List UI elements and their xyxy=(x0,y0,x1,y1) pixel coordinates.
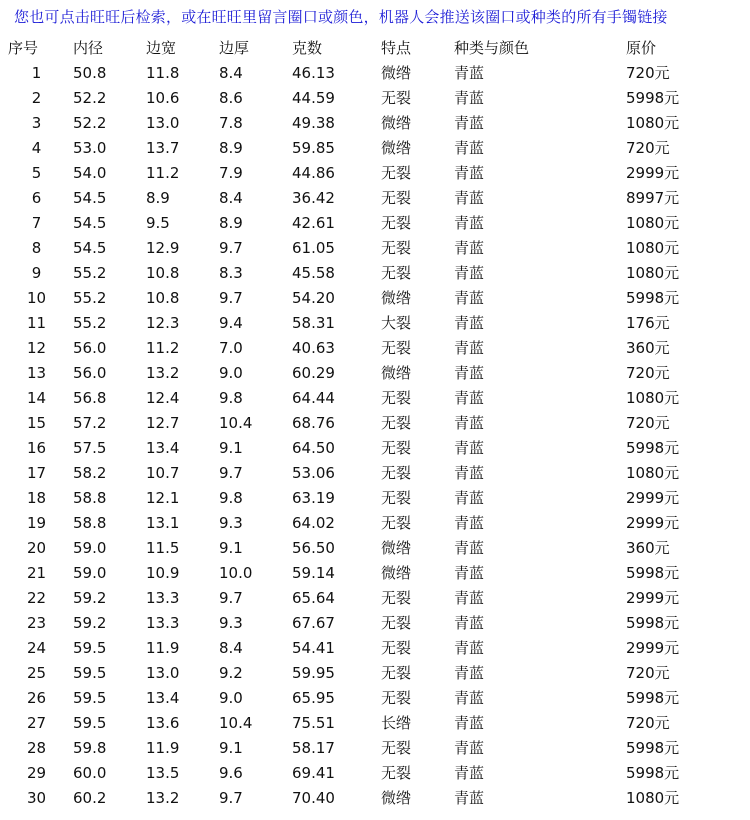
cell-price: 1080元 xyxy=(626,114,680,132)
cell-weight: 40.63 xyxy=(292,339,335,357)
cell-kind-color: 青蓝 xyxy=(454,389,485,407)
cell-inner-diameter: 59.5 xyxy=(73,664,107,682)
cell-weight: 59.95 xyxy=(292,664,335,682)
cell-band-thickness: 8.4 xyxy=(219,189,243,207)
cell-inner-diameter: 58.8 xyxy=(73,514,107,532)
cell-band-thickness: 8.4 xyxy=(219,639,243,657)
header-row xyxy=(8,35,746,61)
cell-weight: 63.19 xyxy=(292,489,335,507)
cell-price: 5998元 xyxy=(626,614,680,632)
table-row xyxy=(8,186,746,211)
cell-kind-color: 青蓝 xyxy=(454,714,485,732)
cell-kind-color: 青蓝 xyxy=(454,239,485,257)
cell-kind-color: 青蓝 xyxy=(454,114,485,132)
cell-price: 1080元 xyxy=(626,214,680,232)
cell-inner-diameter: 59.5 xyxy=(73,714,107,732)
cell-price: 2999元 xyxy=(626,639,680,657)
cell-feature: 无裂 xyxy=(381,439,412,457)
cell-inner-diameter: 56.8 xyxy=(73,389,107,407)
cell-weight: 44.86 xyxy=(292,164,335,182)
cell-weight: 36.42 xyxy=(292,189,335,207)
cell-band-width: 10.8 xyxy=(146,264,180,282)
table-row xyxy=(8,711,746,736)
cell-index: 10 xyxy=(26,289,47,307)
cell-index: 15 xyxy=(26,414,47,432)
cell-index: 19 xyxy=(26,514,47,532)
cell-inner-diameter: 59.8 xyxy=(73,739,107,757)
cell-price: 720元 xyxy=(626,364,670,382)
cell-kind-color: 青蓝 xyxy=(454,739,485,757)
cell-index: 11 xyxy=(26,314,47,332)
cell-feature: 微绺 xyxy=(381,789,412,807)
cell-band-thickness: 9.7 xyxy=(219,589,243,607)
cell-inner-diameter: 53.0 xyxy=(73,139,107,157)
cell-band-width: 12.7 xyxy=(146,414,180,432)
header-weight: 克数 xyxy=(292,39,323,57)
cell-inner-diameter: 52.2 xyxy=(73,114,107,132)
cell-feature: 无裂 xyxy=(381,214,412,232)
cell-price: 5998元 xyxy=(626,89,680,107)
cell-band-thickness: 8.9 xyxy=(219,139,243,157)
cell-index: 18 xyxy=(26,489,47,507)
cell-feature: 大裂 xyxy=(381,314,412,332)
cell-band-thickness: 7.9 xyxy=(219,164,243,182)
cell-feature: 无裂 xyxy=(381,739,412,757)
cell-weight: 54.20 xyxy=(292,289,335,307)
cell-kind-color: 青蓝 xyxy=(454,464,485,482)
cell-band-thickness: 8.4 xyxy=(219,64,243,82)
cell-index: 20 xyxy=(26,539,47,557)
cell-kind-color: 青蓝 xyxy=(454,289,485,307)
cell-price: 5998元 xyxy=(626,764,680,782)
cell-inner-diameter: 59.2 xyxy=(73,614,107,632)
table-row xyxy=(8,111,746,136)
cell-band-width: 12.4 xyxy=(146,389,180,407)
cell-band-width: 12.3 xyxy=(146,314,180,332)
cell-price: 5998元 xyxy=(626,439,680,457)
header-band-thickness: 边厚 xyxy=(219,39,250,57)
cell-price: 720元 xyxy=(626,664,670,682)
cell-band-thickness: 9.0 xyxy=(219,364,243,382)
table-row xyxy=(8,261,746,286)
cell-inner-diameter: 60.2 xyxy=(73,789,107,807)
cell-band-thickness: 9.1 xyxy=(219,439,243,457)
cell-index: 25 xyxy=(26,664,47,682)
cell-band-thickness: 10.4 xyxy=(219,414,253,432)
cell-price: 5998元 xyxy=(626,689,680,707)
cell-band-width: 11.8 xyxy=(146,64,180,82)
cell-kind-color: 青蓝 xyxy=(454,439,485,457)
cell-weight: 54.41 xyxy=(292,639,335,657)
cell-band-width: 13.2 xyxy=(146,789,180,807)
cell-feature: 无裂 xyxy=(381,164,412,182)
cell-kind-color: 青蓝 xyxy=(454,689,485,707)
table-row xyxy=(8,511,746,536)
cell-band-width: 13.0 xyxy=(146,114,180,132)
cell-band-width: 13.7 xyxy=(146,139,180,157)
cell-price: 720元 xyxy=(626,139,670,157)
cell-band-thickness: 10.0 xyxy=(219,564,253,582)
cell-kind-color: 青蓝 xyxy=(454,214,485,232)
cell-feature: 无裂 xyxy=(381,464,412,482)
cell-weight: 49.38 xyxy=(292,114,335,132)
table-row xyxy=(8,686,746,711)
cell-inner-diameter: 55.2 xyxy=(73,314,107,332)
cell-weight: 69.41 xyxy=(292,764,335,782)
header-price: 原价 xyxy=(626,39,657,57)
cell-band-width: 10.8 xyxy=(146,289,180,307)
cell-band-thickness: 9.7 xyxy=(219,289,243,307)
cell-feature: 无裂 xyxy=(381,339,412,357)
cell-inner-diameter: 58.8 xyxy=(73,489,107,507)
table-row xyxy=(8,361,746,386)
cell-price: 1080元 xyxy=(626,239,680,257)
table-row xyxy=(8,611,746,636)
cell-inner-diameter: 57.2 xyxy=(73,414,107,432)
cell-kind-color: 青蓝 xyxy=(454,589,485,607)
cell-feature: 微绺 xyxy=(381,564,412,582)
cell-weight: 68.76 xyxy=(292,414,335,432)
cell-kind-color: 青蓝 xyxy=(454,314,485,332)
cell-band-width: 13.2 xyxy=(146,364,180,382)
cell-kind-color: 青蓝 xyxy=(454,164,485,182)
table-row xyxy=(8,786,746,811)
cell-weight: 60.29 xyxy=(292,364,335,382)
cell-price: 360元 xyxy=(626,339,670,357)
cell-inner-diameter: 57.5 xyxy=(73,439,107,457)
cell-price: 2999元 xyxy=(626,589,680,607)
table-row xyxy=(8,561,746,586)
cell-index: 28 xyxy=(26,739,47,757)
cell-price: 176元 xyxy=(626,314,670,332)
cell-inner-diameter: 54.0 xyxy=(73,164,107,182)
cell-index: 3 xyxy=(31,114,42,132)
cell-index: 9 xyxy=(31,264,42,282)
cell-feature: 无裂 xyxy=(381,689,412,707)
cell-index: 13 xyxy=(26,364,47,382)
cell-band-width: 8.9 xyxy=(146,189,170,207)
header-kind-color: 种类与颜色 xyxy=(454,39,530,57)
cell-weight: 75.51 xyxy=(292,714,335,732)
cell-weight: 59.14 xyxy=(292,564,335,582)
cell-feature: 无裂 xyxy=(381,414,412,432)
header-index: 序号 xyxy=(8,39,39,57)
cell-index: 8 xyxy=(31,239,42,257)
table-body xyxy=(8,61,746,811)
cell-inner-diameter: 59.5 xyxy=(73,689,107,707)
cell-kind-color: 青蓝 xyxy=(454,489,485,507)
cell-band-thickness: 9.0 xyxy=(219,689,243,707)
cell-feature: 无裂 xyxy=(381,189,412,207)
table-row xyxy=(8,536,746,561)
cell-price: 1080元 xyxy=(626,464,680,482)
cell-inner-diameter: 54.5 xyxy=(73,239,107,257)
table-row xyxy=(8,61,746,86)
cell-band-thickness: 8.9 xyxy=(219,214,243,232)
table-row xyxy=(8,236,746,261)
table-row xyxy=(8,411,746,436)
cell-weight: 65.95 xyxy=(292,689,335,707)
cell-band-thickness: 9.8 xyxy=(219,389,243,407)
cell-index: 7 xyxy=(31,214,42,232)
cell-weight: 46.13 xyxy=(292,64,335,82)
cell-price: 5998元 xyxy=(626,739,680,757)
cell-inner-diameter: 50.8 xyxy=(73,64,107,82)
cell-kind-color: 青蓝 xyxy=(454,64,485,82)
cell-index: 30 xyxy=(26,789,47,807)
cell-inner-diameter: 59.2 xyxy=(73,589,107,607)
header-inner-diameter: 内径 xyxy=(73,39,104,57)
table-row xyxy=(8,136,746,161)
table-row xyxy=(8,461,746,486)
cell-band-thickness: 9.4 xyxy=(219,314,243,332)
cell-band-thickness: 9.1 xyxy=(219,739,243,757)
cell-price: 1080元 xyxy=(626,789,680,807)
table-row xyxy=(8,336,746,361)
cell-price: 720元 xyxy=(626,64,670,82)
cell-inner-diameter: 59.5 xyxy=(73,639,107,657)
cell-price: 5998元 xyxy=(626,289,680,307)
cell-band-thickness: 9.3 xyxy=(219,614,243,632)
cell-index: 2 xyxy=(31,89,42,107)
cell-price: 360元 xyxy=(626,539,670,557)
cell-band-width: 13.5 xyxy=(146,764,180,782)
cell-inner-diameter: 58.2 xyxy=(73,464,107,482)
cell-kind-color: 青蓝 xyxy=(454,564,485,582)
cell-band-thickness: 9.7 xyxy=(219,464,243,482)
cell-band-thickness: 9.6 xyxy=(219,764,243,782)
cell-band-width: 9.5 xyxy=(146,214,170,232)
cell-weight: 44.59 xyxy=(292,89,335,107)
cell-index: 26 xyxy=(26,689,47,707)
cell-band-thickness: 8.6 xyxy=(219,89,243,107)
cell-price: 2999元 xyxy=(626,514,680,532)
cell-feature: 无裂 xyxy=(381,514,412,532)
cell-weight: 70.40 xyxy=(292,789,335,807)
cell-inner-diameter: 60.0 xyxy=(73,764,107,782)
cell-inner-diameter: 55.2 xyxy=(73,289,107,307)
cell-band-thickness: 9.3 xyxy=(219,514,243,532)
cell-index: 17 xyxy=(26,464,47,482)
cell-band-thickness: 10.4 xyxy=(219,714,253,732)
bracelet-table xyxy=(8,35,746,811)
cell-weight: 64.02 xyxy=(292,514,335,532)
cell-band-width: 13.4 xyxy=(146,439,180,457)
cell-weight: 53.06 xyxy=(292,464,335,482)
cell-feature: 无裂 xyxy=(381,764,412,782)
cell-band-width: 13.4 xyxy=(146,689,180,707)
cell-feature: 无裂 xyxy=(381,239,412,257)
cell-inner-diameter: 59.0 xyxy=(73,539,107,557)
cell-feature: 微绺 xyxy=(381,364,412,382)
cell-index: 24 xyxy=(26,639,47,657)
cell-index: 1 xyxy=(31,64,42,82)
cell-price: 8997元 xyxy=(626,189,680,207)
cell-inner-diameter: 56.0 xyxy=(73,364,107,382)
cell-kind-color: 青蓝 xyxy=(454,789,485,807)
cell-index: 22 xyxy=(26,589,47,607)
cell-feature: 微绺 xyxy=(381,139,412,157)
cell-price: 5998元 xyxy=(626,564,680,582)
cell-kind-color: 青蓝 xyxy=(454,614,485,632)
cell-feature: 无裂 xyxy=(381,589,412,607)
table-row xyxy=(8,311,746,336)
table-header xyxy=(8,35,746,61)
table-row xyxy=(8,161,746,186)
cell-price: 2999元 xyxy=(626,164,680,182)
cell-band-thickness: 9.1 xyxy=(219,539,243,557)
cell-feature: 微绺 xyxy=(381,289,412,307)
table-row xyxy=(8,636,746,661)
cell-weight: 58.31 xyxy=(292,314,335,332)
cell-inner-diameter: 52.2 xyxy=(73,89,107,107)
cell-band-thickness: 7.0 xyxy=(219,339,243,357)
cell-band-thickness: 9.8 xyxy=(219,489,243,507)
table-row xyxy=(8,86,746,111)
cell-kind-color: 青蓝 xyxy=(454,514,485,532)
cell-weight: 64.44 xyxy=(292,389,335,407)
cell-feature: 长绺 xyxy=(381,714,412,732)
table-row xyxy=(8,761,746,786)
instruction-notice: 您也可点击旺旺后检索，或在旺旺里留言圈口或颜色，机器人会推送该圈口或种类的所有手镯链接 xyxy=(14,8,668,26)
cell-band-thickness: 9.7 xyxy=(219,239,243,257)
cell-kind-color: 青蓝 xyxy=(454,664,485,682)
cell-price: 1080元 xyxy=(626,264,680,282)
cell-band-thickness: 8.3 xyxy=(219,264,243,282)
cell-weight: 65.64 xyxy=(292,589,335,607)
cell-kind-color: 青蓝 xyxy=(454,414,485,432)
cell-index: 16 xyxy=(26,439,47,457)
cell-band-thickness: 9.7 xyxy=(219,789,243,807)
cell-kind-color: 青蓝 xyxy=(454,139,485,157)
cell-feature: 微绺 xyxy=(381,114,412,132)
cell-weight: 67.67 xyxy=(292,614,335,632)
cell-price: 1080元 xyxy=(626,389,680,407)
cell-band-width: 13.6 xyxy=(146,714,180,732)
cell-kind-color: 青蓝 xyxy=(454,764,485,782)
cell-band-width: 11.9 xyxy=(146,739,180,757)
cell-weight: 56.50 xyxy=(292,539,335,557)
header-band-width: 边宽 xyxy=(146,39,177,57)
cell-kind-color: 青蓝 xyxy=(454,339,485,357)
cell-price: 2999元 xyxy=(626,489,680,507)
cell-feature: 微绺 xyxy=(381,64,412,82)
table-row xyxy=(8,286,746,311)
cell-index: 6 xyxy=(31,189,42,207)
cell-band-width: 13.3 xyxy=(146,614,180,632)
cell-band-width: 13.0 xyxy=(146,664,180,682)
cell-kind-color: 青蓝 xyxy=(454,364,485,382)
table-row xyxy=(8,736,746,761)
table-row xyxy=(8,486,746,511)
cell-index: 23 xyxy=(26,614,47,632)
cell-index: 5 xyxy=(31,164,42,182)
cell-weight: 64.50 xyxy=(292,439,335,457)
cell-kind-color: 青蓝 xyxy=(454,264,485,282)
table-row xyxy=(8,211,746,236)
cell-band-thickness: 9.2 xyxy=(219,664,243,682)
cell-inner-diameter: 59.0 xyxy=(73,564,107,582)
cell-kind-color: 青蓝 xyxy=(454,539,485,557)
table-row xyxy=(8,661,746,686)
cell-band-thickness: 7.8 xyxy=(219,114,243,132)
cell-inner-diameter: 56.0 xyxy=(73,339,107,357)
cell-index: 4 xyxy=(31,139,42,157)
cell-inner-diameter: 55.2 xyxy=(73,264,107,282)
cell-index: 14 xyxy=(26,389,47,407)
cell-price: 720元 xyxy=(626,714,670,732)
cell-band-width: 10.6 xyxy=(146,89,180,107)
cell-band-width: 10.9 xyxy=(146,564,180,582)
header-feature: 特点 xyxy=(381,39,412,57)
cell-feature: 无裂 xyxy=(381,389,412,407)
cell-feature: 无裂 xyxy=(381,264,412,282)
cell-index: 27 xyxy=(26,714,47,732)
cell-band-width: 10.7 xyxy=(146,464,180,482)
cell-band-width: 11.9 xyxy=(146,639,180,657)
cell-band-width: 11.2 xyxy=(146,164,180,182)
cell-feature: 无裂 xyxy=(381,614,412,632)
cell-weight: 59.85 xyxy=(292,139,335,157)
cell-feature: 无裂 xyxy=(381,89,412,107)
cell-weight: 45.58 xyxy=(292,264,335,282)
cell-band-width: 12.1 xyxy=(146,489,180,507)
table-row xyxy=(8,436,746,461)
cell-index: 12 xyxy=(26,339,47,357)
cell-feature: 微绺 xyxy=(381,539,412,557)
cell-kind-color: 青蓝 xyxy=(454,639,485,657)
cell-band-width: 11.2 xyxy=(146,339,180,357)
cell-band-width: 13.3 xyxy=(146,589,180,607)
cell-band-width: 12.9 xyxy=(146,239,180,257)
cell-kind-color: 青蓝 xyxy=(454,189,485,207)
cell-index: 29 xyxy=(26,764,47,782)
cell-band-width: 11.5 xyxy=(146,539,180,557)
cell-weight: 61.05 xyxy=(292,239,335,257)
cell-feature: 无裂 xyxy=(381,639,412,657)
cell-kind-color: 青蓝 xyxy=(454,89,485,107)
cell-inner-diameter: 54.5 xyxy=(73,189,107,207)
cell-feature: 无裂 xyxy=(381,664,412,682)
table-row xyxy=(8,586,746,611)
cell-index: 21 xyxy=(26,564,47,582)
cell-weight: 58.17 xyxy=(292,739,335,757)
table-row xyxy=(8,386,746,411)
cell-weight: 42.61 xyxy=(292,214,335,232)
cell-inner-diameter: 54.5 xyxy=(73,214,107,232)
cell-price: 720元 xyxy=(626,414,670,432)
cell-band-width: 13.1 xyxy=(146,514,180,532)
cell-feature: 无裂 xyxy=(381,489,412,507)
